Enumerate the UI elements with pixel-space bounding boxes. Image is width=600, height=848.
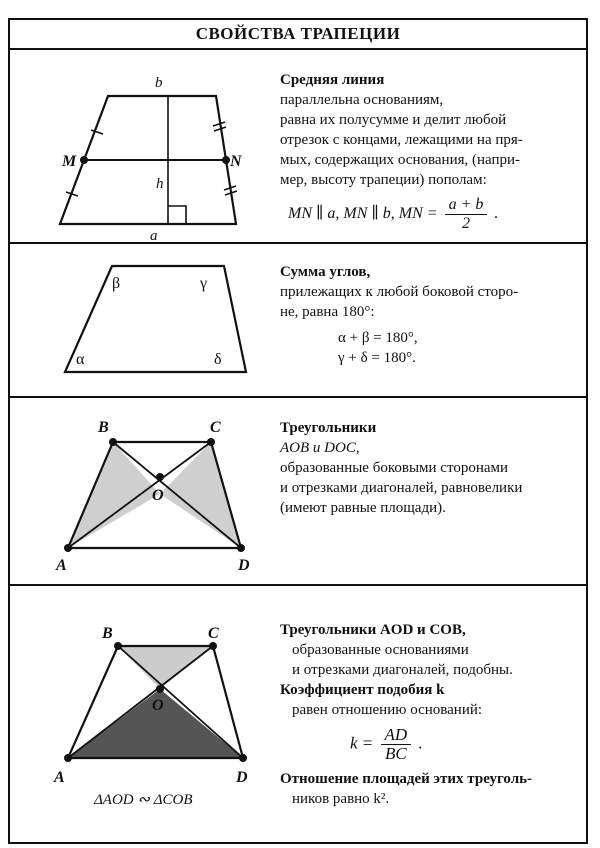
section-similar — [10, 586, 586, 844]
angles-line: прилежащих к любой боковой сторо- — [280, 284, 519, 300]
midline-text — [280, 70, 585, 233]
similar-heading-text: Треугольники AOD и COB, — [280, 622, 466, 638]
midline-line: отрезок с концами, лежащими на пря- — [280, 132, 523, 148]
similar-heading — [280, 620, 585, 640]
area-ratio-line1: Отношение площадей этих треуголь- — [280, 771, 533, 787]
properties-sheet — [8, 18, 588, 844]
coef-line: равен отношению оснований: — [292, 702, 483, 718]
label-C: C — [210, 419, 221, 436]
similar-figure — [10, 586, 270, 844]
k-end: . — [418, 733, 423, 753]
similar-line: образованные основаниями — [292, 642, 469, 658]
midline-heading: Средняя линия — [280, 72, 385, 88]
formula-fraction — [445, 196, 488, 233]
angles-eq1: α + β = 180°, — [338, 330, 418, 346]
label-A: A — [56, 557, 67, 574]
label-delta: δ — [214, 351, 222, 368]
similar-text — [280, 620, 585, 809]
midline-line: мых, содержащих основания, (напри- — [280, 152, 521, 168]
fraction-denominator: 2 — [461, 215, 470, 232]
angles-eq2: γ + δ = 180°. — [338, 350, 416, 366]
area-ratio-line2: ников равно k². — [292, 791, 390, 807]
equal-area-triangles: AOB и DOC, — [280, 440, 360, 456]
label-B: B — [98, 419, 109, 436]
page-title: СВОЙСТВА ТРАПЕЦИИ — [10, 20, 586, 50]
section-midline — [10, 50, 586, 244]
k-denominator: BC — [385, 744, 407, 763]
label-M: M — [62, 153, 77, 170]
midline-line: равна их полусумме и делит любой — [280, 112, 507, 128]
formula-end: . — [494, 205, 499, 223]
label-gamma: γ — [200, 275, 208, 292]
section-equal-area — [10, 398, 586, 586]
k-prefix: k = — [350, 733, 374, 753]
label-O: O — [152, 697, 164, 714]
fraction-numerator: a + b — [445, 196, 488, 215]
section-angles — [10, 244, 586, 398]
equal-area-line: образованные боковыми сторонами — [280, 460, 509, 476]
equal-area-figure — [10, 398, 270, 584]
equal-area-line: и отрезками диагоналей, равновелики — [280, 480, 523, 496]
label-D: D — [236, 769, 248, 786]
label-A: A — [54, 769, 65, 786]
coef-heading: Коэффициент подобия k — [280, 682, 445, 698]
angles-heading: Сумма углов, — [280, 264, 371, 280]
midline-line: мер, высоту трапеции) пополам: — [280, 172, 487, 188]
label-O: O — [152, 487, 164, 504]
k-numerator: AD — [381, 726, 412, 745]
angles-line: не, равна 180°: — [280, 304, 375, 320]
k-fraction — [381, 726, 412, 763]
similarity-caption: ΔAOD ∾ ΔCOB — [94, 792, 193, 808]
angles-figure — [10, 244, 270, 396]
label-B: B — [102, 625, 113, 642]
label-beta: β — [112, 275, 121, 292]
label-b: b — [155, 75, 163, 91]
similar-line: и отрезками диагоналей, подобны. — [292, 662, 513, 678]
equal-area-heading: Треугольники — [280, 420, 377, 436]
label-D: D — [238, 557, 250, 574]
angles-text — [280, 262, 585, 368]
equal-area-text — [280, 418, 585, 518]
midline-formula — [288, 196, 585, 233]
midline-line: параллельна основаниям, — [280, 92, 444, 108]
label-N: N — [230, 153, 242, 170]
label-alpha: α — [76, 351, 85, 368]
label-h: h — [156, 176, 164, 192]
label-C: C — [208, 625, 219, 642]
equal-area-line: (имеют равные площади). — [280, 500, 446, 516]
k-formula — [350, 726, 585, 763]
label-a: a — [150, 228, 158, 242]
midline-figure — [10, 50, 270, 242]
formula-prefix: MN ∥ a, MN ∥ b, MN = — [288, 205, 438, 223]
